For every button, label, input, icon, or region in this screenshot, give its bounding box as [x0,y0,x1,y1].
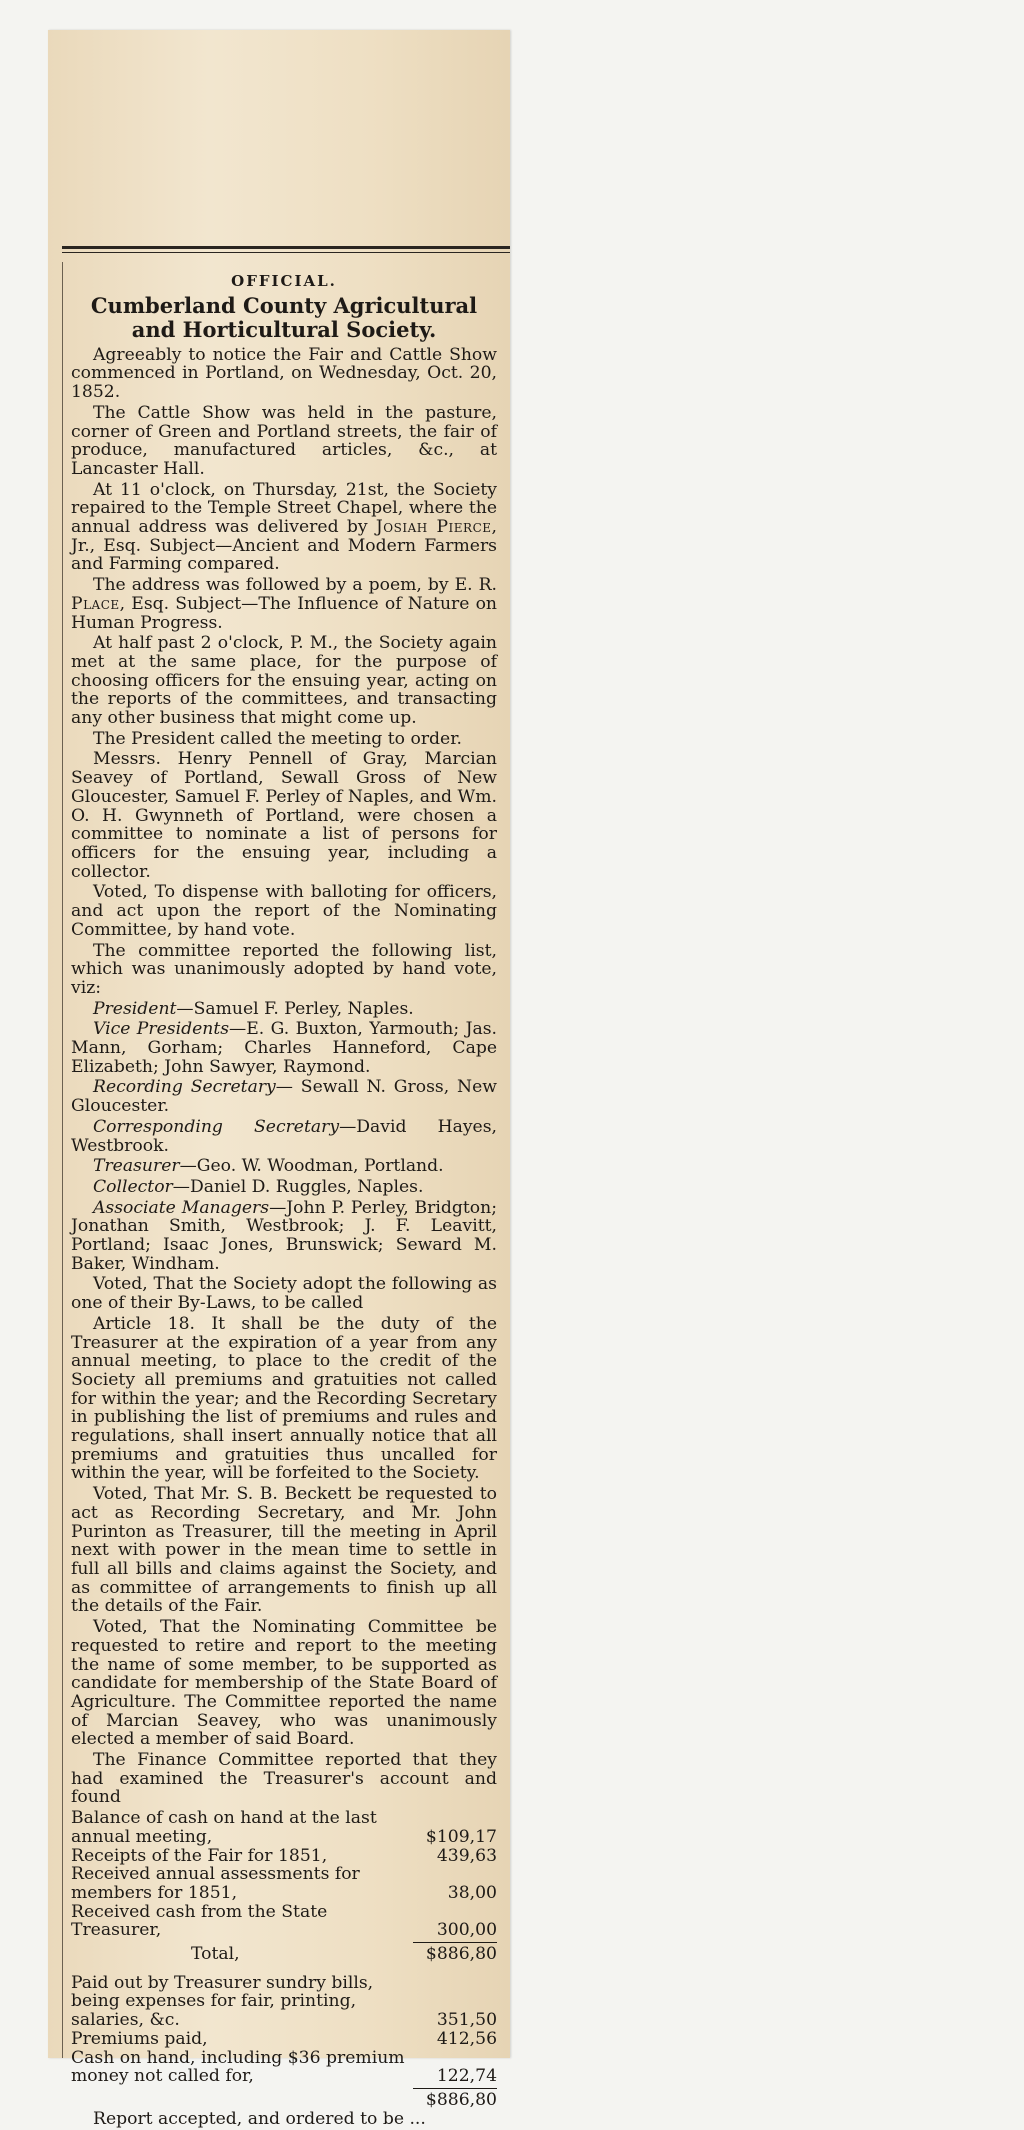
finance-line: Cash on hand, including $36 premium money not called for, 122,74 [71,2047,497,2087]
paragraph: Messrs. Henry Pennell of Gray, Marcian Seavey of Portland, Sewall Gross of New Gloucester, Samuel F. Perley of Naples, and Wm. O. H. Gwynneth of Portland, were chosen a committee to nominate a list of persons for officers for the ensuing year, including a collector. [71,749,497,882]
paragraph-poem: The address was followed by a poem, by E. R. Place, Esq. Subject—The Influence of Nature on Human Progress. [71,575,497,633]
speaker-name: Josiah Pierce [375,517,492,538]
officer-entry: Corresponding Secretary—David Hayes, Westbrook. [71,1116,497,1156]
finance-total: $886,80 [425,2089,497,2110]
paragraph: The President called the meeting to order. [93,728,462,749]
paragraph-final: Report accepted, and ordered to be ... [93,2108,426,2129]
finance-line: Balance of cash on hand at the last annual meeting, $109,17 [71,1808,497,1847]
paragraph: At half past 2 o'clock, P. M., the Society again met at the same place, for the purpose of choosing officers for the ensuing year, acting on the reports of the committees, and transacting any other business that might come up. [71,633,497,729]
paragraph: The Cattle Show was held in the pasture, corner of Green and Portland streets, the fair of produce, manufactured articles, &c., at Lancaster Hall. [71,402,497,479]
finance-receipts [71,1809,497,1964]
kicker: OFFICIAL. [231,272,337,290]
officer-entry: Treasurer—Geo. W. Woodman, Portland. [93,1156,444,1177]
paragraph-bylaw: Article 18. It shall be the duty of the Treasurer at the expiration of a year from any annual meeting, to place to the credit of the Society all premiums and gratuities not called for within the year; and the Recording Secretary in publishing the list of premiums and rules and regulations, shall insert annually notice that all premiums and gratuities thus uncalled for within the year, will be forfeited to the Society. [71,1313,497,1484]
paragraph: Voted, That the Nominating Committee be requested to retire and report to the meeting the name of some member, to be supported as candidate for membership of the State Board of Agriculture. The Committee reported the name of Marcian Seavey, who was unanimously elected a member of said Board. [71,1617,497,1750]
paragraph: Voted, That Mr. S. B. Beckett be requested to act as Recording Secretary, and Mr. John Purinton as Treasurer, till the meeting in April next with power in the mean time to settle in full all bills and claims against the Society, and as committee of arrangements to finish up all the details of the Fair. [71,1484,497,1617]
finance-total: Total, $886,80 [191,1944,497,1965]
officer-entry: Recording Secretary— Sewall N. Gross, New Gloucester. [71,1077,497,1117]
paragraph: Agreeably to notice the Fair and Cattle Show commenced in Portland, on Wednesday, Oct. 20, 1852. [71,344,497,403]
poet-name: Place [71,593,120,614]
finance-line: Received annual assessments for members for 1851, 38,00 [71,1864,497,1903]
article-column [62,262,503,2129]
finance-line: Received cash from the State Treasurer, 300,00 [71,1901,497,1941]
finance-line: Premiums paid, 412,56 [71,2028,497,2049]
finance-payments [71,1974,497,2110]
column-top-rule [62,246,510,253]
finance-line: Receipts of the Fair for 1851, 439,63 [71,1845,497,1866]
paragraph: The Finance Committee reported that they had examined the Treasurer's account and found [71,1750,497,1808]
article-body [71,268,497,2130]
officer-entry: Collector—Daniel D. Ruggles, Naples. [93,1176,424,1197]
sum-rule [413,1942,497,1943]
paragraph: The committee reported the following list, which was unanimously adopted by hand vote, viz: [71,940,497,998]
sum-rule [413,2088,497,2089]
headline: Cumberland County Agricultural and Horticultural Society. [90,292,478,342]
officer-entry: Vice Presidents—E. G. Buxton, Yarmouth; Jas. Mann, Gorham; Charles Hanneford, Cape Elizabeth; John Sawyer, Raymond. [71,1019,497,1077]
officer-entry: Associate Managers—John P. Perley, Bridgton; Jonathan Smith, Westbrook; J. F. Leavitt, Portland; Isaac Jones, Brunswick; Seward M. Baker, Windham. [71,1197,497,1274]
officer-entry: President—Samuel F. Perley, Naples. [93,998,414,1019]
finance-line: Paid out by Treasurer sundry bills, being expenses for fair, printing, salaries, &c. 351,50 [71,1972,497,2031]
paragraph: Voted, That the Society adopt the following as one of their By-Laws, to be called [71,1274,497,1314]
paragraph-address: At 11 o'clock, on Thursday, 21st, the Society repaired to the Temple Street Chapel, where the annual address was delivered by Josiah Pierce, Jr., Esq. Subject—Ancient and Modern Farmers and Farming compared. [71,479,497,575]
paragraph: Voted, To dispense with balloting for officers, and act upon the report of the Nominating Committee, by hand vote. [71,882,497,940]
